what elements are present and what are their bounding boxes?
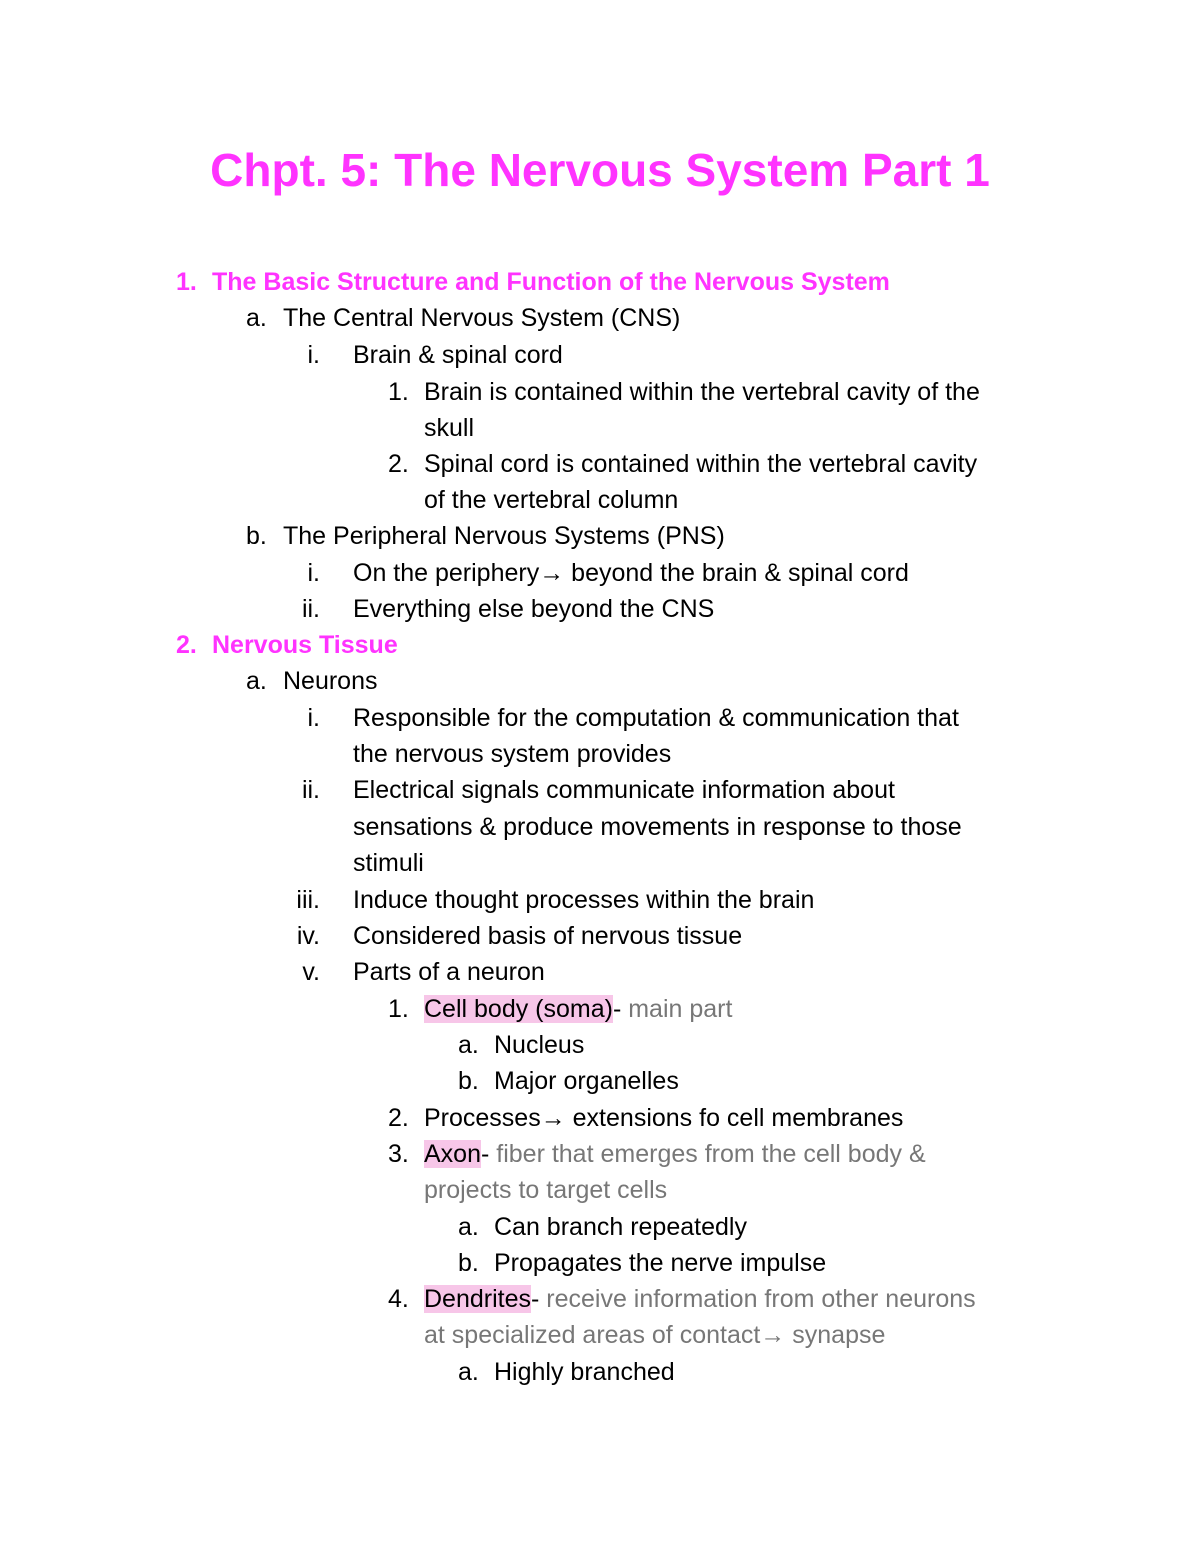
term-description-part: at specialized areas of contact→ [424, 1321, 786, 1349]
list-item-branch: Can branch repeatedly [494, 1213, 747, 1241]
term-description-synapse: synapse [785, 1321, 886, 1349]
list-item-spinal-cord: Spinal cord is contained within the vertebral cavity [424, 450, 978, 478]
term-description: receive information from other neurons [539, 1285, 976, 1313]
list-item-dendrites [424, 1281, 976, 1317]
document-title: Chpt. 5: The Nervous System Part 1 [210, 144, 990, 196]
list-marker: 2. [388, 1104, 409, 1132]
list-marker: i. [307, 341, 320, 369]
term-description: main part [621, 995, 733, 1023]
list-marker: b. [246, 522, 267, 550]
list-marker: 1. [388, 995, 409, 1023]
list-marker: a. [246, 667, 267, 695]
list-marker: i. [307, 559, 320, 587]
list-item-organelles: Major organelles [494, 1067, 679, 1095]
list-item-electrical-signals-cont: sensations & produce movements in response to those [353, 813, 962, 841]
section-2-number: 2. [176, 631, 197, 659]
list-marker: ii. [301, 595, 320, 623]
term-description-cont: projects to target cells [424, 1176, 668, 1204]
list-marker: iv. [296, 922, 320, 950]
term-dash: - [612, 995, 622, 1023]
list-item-axon [424, 1136, 926, 1172]
term-description: fiber that emerges from the cell body & [489, 1140, 926, 1168]
list-item-neurons: Neurons [283, 667, 378, 695]
list-item-propagates: Propagates the nerve impulse [494, 1249, 827, 1277]
list-item-computation: Responsible for the computation & communication that [353, 704, 959, 732]
list-marker: iii. [296, 886, 320, 914]
list-marker: b. [458, 1067, 479, 1095]
list-item-pns: The Peripheral Nervous Systems (PNS) [283, 522, 725, 550]
term-dash: - [480, 1140, 490, 1168]
list-item-parts-of-neuron: Parts of a neuron [353, 958, 545, 986]
list-item-periphery: On the periphery→ beyond the brain & spinal cord [353, 559, 909, 587]
list-marker: a. [458, 1358, 479, 1386]
list-marker: 2. [388, 450, 409, 478]
list-item-cell-body [424, 991, 732, 1027]
highlighted-term: Dendrites [424, 1285, 531, 1313]
list-item-highly-branched: Highly branched [494, 1358, 675, 1386]
list-item-beyond-cns: Everything else beyond the CNS [353, 595, 715, 623]
list-marker: v. [302, 958, 320, 986]
list-item-electrical-signals-cont2: stimuli [353, 849, 424, 877]
list-item-thought-processes: Induce thought processes within the brain [353, 886, 815, 914]
list-item-cns: The Central Nervous System (CNS) [283, 304, 681, 332]
section-1-number: 1. [176, 268, 197, 296]
list-marker: a. [246, 304, 267, 332]
term-dash: - [531, 1285, 540, 1313]
list-marker: 4. [388, 1285, 409, 1313]
list-item-spinal-cord-cont: of the vertebral column [424, 486, 679, 514]
list-marker: ii. [301, 776, 320, 804]
list-marker: a. [458, 1213, 479, 1241]
term-description-cont [424, 1317, 885, 1353]
list-marker: a. [458, 1031, 479, 1059]
list-item-brain-spinal-cord: Brain & spinal cord [353, 341, 563, 369]
list-item-electrical-signals: Electrical signals communicate information about [353, 776, 895, 804]
list-marker: 1. [388, 378, 409, 406]
section-2-heading: Nervous Tissue [212, 631, 398, 659]
list-item-computation-cont: the nervous system provides [353, 740, 672, 768]
section-1-heading: The Basic Structure and Function of the Nervous System [212, 268, 890, 296]
list-item-processes: Processes→ extensions fo cell membranes [424, 1104, 904, 1132]
list-item-nucleus: Nucleus [494, 1031, 585, 1059]
highlighted-term: Axon [424, 1140, 481, 1168]
list-item-basis: Considered basis of nervous tissue [353, 922, 743, 950]
list-item-brain-skull-cont: skull [424, 414, 475, 442]
highlighted-term: Cell body (soma) [424, 995, 613, 1023]
list-marker: b. [458, 1249, 479, 1277]
list-marker: 3. [388, 1140, 409, 1168]
list-item-brain-skull: Brain is contained within the vertebral cavity of the [424, 378, 980, 406]
list-marker: i. [307, 704, 320, 732]
